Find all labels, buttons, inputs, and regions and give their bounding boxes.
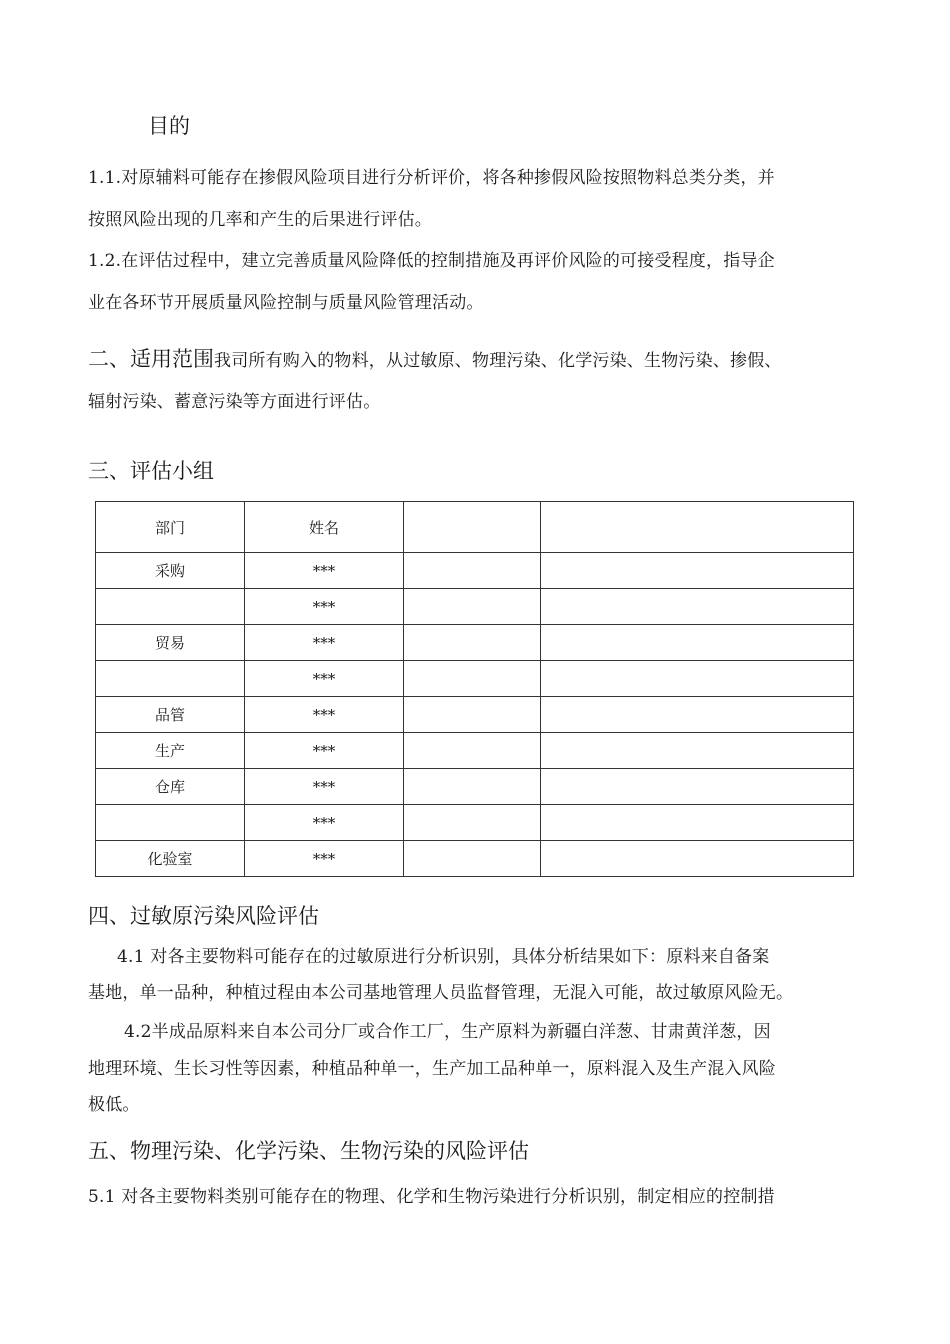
table-cell [404,805,541,841]
table-cell [541,589,854,625]
table-cell [541,625,854,661]
table-cell [404,841,541,877]
section1-p2-line1: 1.2.在评估过程中，建立完善质量风险降低的控制措施及再评价风险的可接受程度，指导企 [88,251,775,271]
table-cell: 贸易 [96,625,245,661]
table-row [96,733,854,769]
table-header-row [96,502,854,553]
table-cell [404,589,541,625]
assessment-team-table [95,501,854,877]
table-cell [404,769,541,805]
table-cell: *** [245,553,404,589]
table-cell [541,553,854,589]
header-cell [404,502,541,553]
header-cell: 部门 [96,502,245,553]
table-cell [541,841,854,877]
table-cell [96,805,245,841]
section1-p2-line2: 业在各环节开展质量风险控制与质量风险管理活动。 [88,293,484,313]
table-cell [541,769,854,805]
table-row [96,805,854,841]
table-row [96,661,854,697]
table-row [96,553,854,589]
section2-line2: 辐射污染、蓄意污染等方面进行评估。 [88,392,381,412]
table-cell [541,661,854,697]
table-cell [96,661,245,697]
section1-title: 目的 [148,114,190,138]
section3-title: 三、评估小组 [88,459,214,483]
table-cell: *** [245,625,404,661]
table-cell: 生产 [96,733,245,769]
section4-title: 四、过敏原污染风险评估 [88,904,319,928]
section4-p1-line1: 4.1 对各主要物料可能存在的过敏原进行分析识别，具体分析结果如下：原料来自备案 [117,947,770,967]
table-cell [404,733,541,769]
table-cell: *** [245,769,404,805]
table-cell [404,697,541,733]
table-cell [541,697,854,733]
table-cell: 品管 [96,697,245,733]
section2-line1-wrap [88,343,782,373]
table-cell [96,589,245,625]
table-cell [541,805,854,841]
table-cell [541,733,854,769]
section2-line1: 我司所有购入的物料，从过敏原、物理污染、化学污染、生物污染、掺假、 [214,351,782,371]
section4-p2-line3: 极低。 [88,1095,140,1115]
table-cell: *** [245,697,404,733]
table-cell [404,553,541,589]
section2-title: 二、适用范围 [88,347,214,371]
table-cell: *** [245,805,404,841]
table-cell: *** [245,661,404,697]
section4-p2-line1: 4.2半成品原料来自本公司分厂或合作工厂，生产原料为新疆白洋葱、甘肃黄洋葱，因 [124,1022,771,1042]
table-row [96,697,854,733]
table-row [96,625,854,661]
section1-p1-line1: 1.1.对原辅料可能存在掺假风险项目进行分析评价，将各种掺假风险按照物料总类分类，并 [88,168,775,188]
table-cell: 仓库 [96,769,245,805]
table-row [96,841,854,877]
table-cell: *** [245,589,404,625]
section4-p2-line2: 地理环境、生长习性等因素，种植品种单一，生产加工品种单一，原料混入及生产混入风险 [88,1059,776,1079]
table-row [96,769,854,805]
section5-p1-line1: 5.1 对各主要物料类别可能存在的物理、化学和生物污染进行分析识别，制定相应的控制措 [88,1187,775,1207]
header-cell: 姓名 [245,502,404,553]
section5-title: 五、物理污染、化学污染、生物污染的风险评估 [88,1139,529,1163]
header-cell [541,502,854,553]
table-cell [404,625,541,661]
section4-p1-line2: 基地，单一品种，种植过程由本公司基地管理人员监督管理，无混入可能，故过敏原风险无。 [88,983,794,1003]
table-row [96,589,854,625]
table-cell: 采购 [96,553,245,589]
section1-p1-line2: 按照风险出现的几率和产生的后果进行评估。 [88,210,432,230]
table-cell: 化验室 [96,841,245,877]
table-cell [404,661,541,697]
table-cell: *** [245,733,404,769]
table-cell: *** [245,841,404,877]
